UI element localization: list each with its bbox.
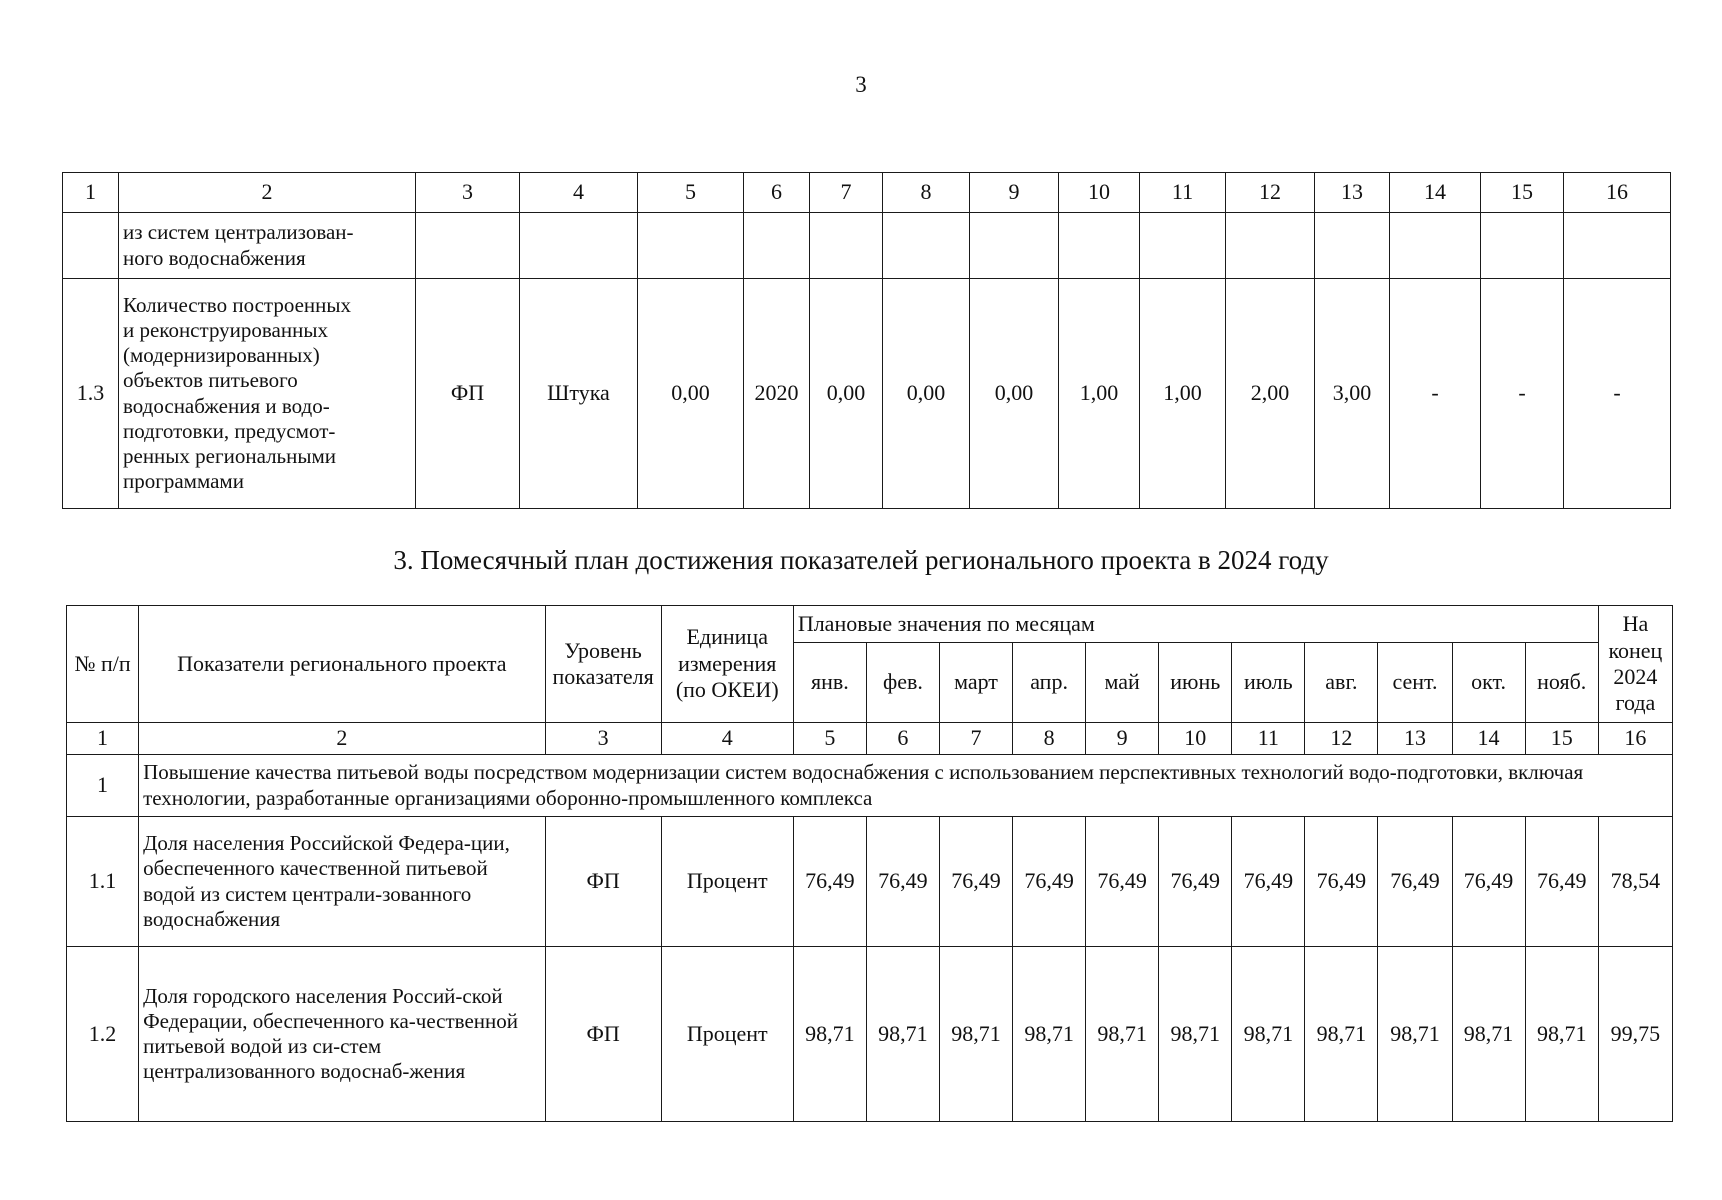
cell-value: 98,71 (1013, 947, 1086, 1122)
cell-value: 98,71 (1378, 947, 1452, 1122)
cell-value: 76,49 (1378, 817, 1452, 947)
cell-value: 98,71 (1232, 947, 1305, 1122)
indicator-name: Доля населения Российской Федера-ции, обеспеченного качественной питьевой водой из систем централи-зованного водоснабжения (139, 817, 545, 947)
header-level: Уровень показателя (545, 606, 661, 723)
cell-value: 98,71 (1159, 947, 1232, 1122)
table1-col-3: 3 (416, 173, 520, 213)
header-month: май (1086, 643, 1159, 723)
header-month: окт. (1452, 643, 1525, 723)
cell-value: 98,71 (1086, 947, 1159, 1122)
goal-number: 1 (67, 755, 139, 817)
table1-col-2: 2 (119, 173, 416, 213)
table2-row-1-1 (67, 817, 1673, 947)
cell-value: 98,71 (1305, 947, 1378, 1122)
header-end-of-year: На конец 2024 года (1598, 606, 1672, 723)
cell-unit: Процент (661, 947, 793, 1122)
cell-value: 76,49 (866, 817, 939, 947)
header-month: апр. (1013, 643, 1086, 723)
cell-value: - (1564, 279, 1671, 509)
table1-col-1: 1 (63, 173, 119, 213)
table2-row-1-2 (67, 947, 1673, 1122)
cell-unit: Штука (520, 279, 638, 509)
cell-value: 98,71 (793, 947, 866, 1122)
table2-header-row-1 (67, 606, 1673, 643)
cell-end-value: 99,75 (1598, 947, 1672, 1122)
table2-goal-row (67, 755, 1673, 817)
cell-value: 98,71 (939, 947, 1012, 1122)
table1-row-1-3 (63, 279, 1671, 509)
row-number: 1.2 (67, 947, 139, 1122)
header-month: нояб. (1525, 643, 1598, 723)
section-title: 3. Помесячный план достижения показателей регионального проекта в 2024 году (393, 545, 1329, 575)
cell-year: 2020 (744, 279, 810, 509)
cell-value: 2,00 (1226, 279, 1315, 509)
table1-col-7: 7 (810, 173, 883, 213)
cell-value: 0,00 (810, 279, 883, 509)
cell-level: ФП (545, 817, 661, 947)
header-month: фев. (866, 643, 939, 723)
cell-value: 3,00 (1315, 279, 1390, 509)
cell-value: 76,49 (1452, 817, 1525, 947)
indicator-name: Доля городского населения Россий-ской Федерации, обеспеченного ка-чественной питьевой водой из си-стем централизованного водоснаб-жения (139, 947, 545, 1122)
header-monthly-group: Плановые значения по месяцам (793, 606, 1598, 643)
table1-col-13: 13 (1315, 173, 1390, 213)
cell-value: 0,00 (638, 279, 744, 509)
cell-value: 0,00 (970, 279, 1059, 509)
cell-value: 76,49 (939, 817, 1012, 947)
table1-col-14: 14 (1390, 173, 1481, 213)
cell-value: 98,71 (866, 947, 939, 1122)
indicators-table-continuation (62, 172, 1671, 509)
cell-level: ФП (545, 947, 661, 1122)
cell-value: 0,00 (883, 279, 970, 509)
cell-value: 76,49 (1013, 817, 1086, 947)
row-number: 1.3 (63, 279, 119, 509)
table2-column-numbers: 1 2 3 4 5 6 7 8 9 10 11 12 13 14 15 16 (67, 723, 1673, 755)
header-unit: Единица измерения (по ОКЕИ) (661, 606, 793, 723)
cell-value: 76,49 (1159, 817, 1232, 947)
table1-col-10: 10 (1059, 173, 1140, 213)
header-month: июнь (1159, 643, 1232, 723)
table1-continuation-row (63, 213, 1671, 279)
cell-value: 98,71 (1525, 947, 1598, 1122)
table1-col-6: 6 (744, 173, 810, 213)
cell-value: 76,49 (1086, 817, 1159, 947)
cell-value: 76,49 (1232, 817, 1305, 947)
cell-value: 76,49 (1525, 817, 1598, 947)
cell-value: 1,00 (1059, 279, 1140, 509)
cell-end-value: 78,54 (1598, 817, 1672, 947)
header-month: янв. (793, 643, 866, 723)
table1-col-4: 4 (520, 173, 638, 213)
table1-col-5: 5 (638, 173, 744, 213)
table1-col-12: 12 (1226, 173, 1315, 213)
header-month: сент. (1378, 643, 1452, 723)
goal-text: Повышение качества питьевой воды посредством модернизации систем водоснабжения с использованием перспективных технологий водо-подготовки, включая технологии, разработанные организациями оборонно-промышленного комплекса (139, 755, 1673, 817)
header-month: март (939, 643, 1012, 723)
indicator-name: Количество построенных и реконструированных (модернизированных) объектов питьевого водоснабжения и водо- подготовки, предусмот- ренных региональными программами (119, 279, 416, 509)
cell-value: 1,00 (1140, 279, 1226, 509)
header-num: № п/п (67, 606, 139, 723)
cell-unit: Процент (661, 817, 793, 947)
cell-value: 98,71 (1452, 947, 1525, 1122)
row-number: 1.1 (67, 817, 139, 947)
header-month: авг. (1305, 643, 1378, 723)
cell-value: - (1481, 279, 1564, 509)
table1-header-row (63, 173, 1671, 213)
monthly-plan-table (66, 605, 1673, 1122)
table1-col-9: 9 (970, 173, 1059, 213)
header-indicator: Показатели регионального проекта (139, 606, 545, 723)
cell-value: 76,49 (1305, 817, 1378, 947)
continuation-text: из систем централизован- ного водоснабжения (119, 213, 416, 279)
table1-col-15: 15 (1481, 173, 1564, 213)
header-month: июль (1232, 643, 1305, 723)
cell-value: - (1390, 279, 1481, 509)
page-number: 3 (855, 72, 867, 97)
cell-value: 76,49 (793, 817, 866, 947)
table1-col-8: 8 (883, 173, 970, 213)
table1-col-11: 11 (1140, 173, 1226, 213)
cell-level: ФП (416, 279, 520, 509)
table1-col-16: 16 (1564, 173, 1671, 213)
